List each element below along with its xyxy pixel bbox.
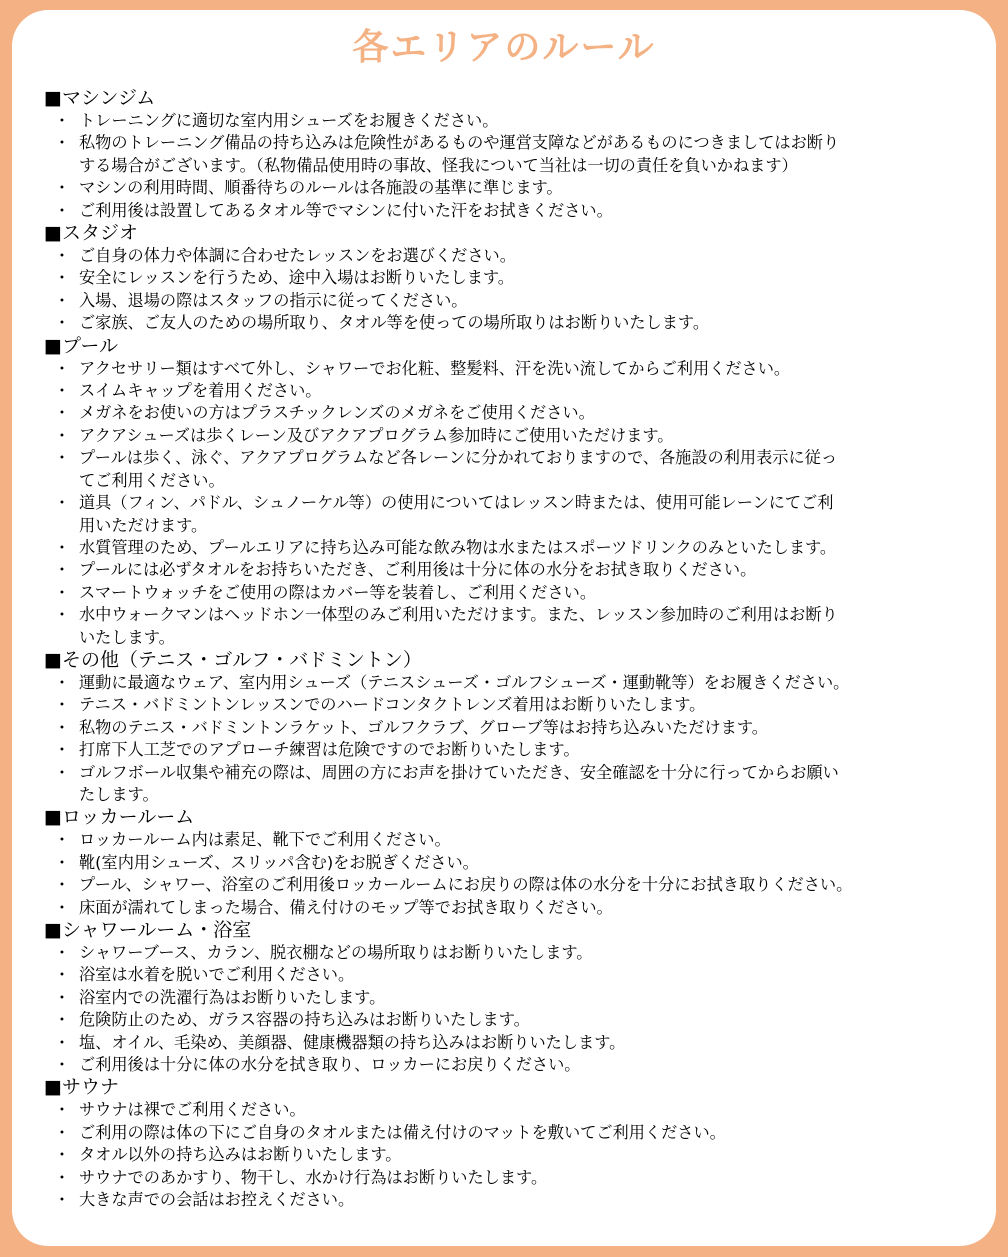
- rule-text: ご利用後は十分に体の水分を拭き取り、ロッカーにお戻りください。: [79, 1055, 581, 1075]
- rule-text: アクアシューズは歩くレーン及びアクアプログラム参加時にご使用いただけます。: [79, 425, 674, 445]
- rule-item: [44, 1144, 994, 1166]
- rule-text: する場合がございます。（私物備品使用時の事故、怪我について当社は一切の責任を負いかねます）: [79, 155, 798, 175]
- bullet-icon: ・: [53, 1145, 71, 1165]
- rule-item: [44, 559, 994, 581]
- bullet-icon: ・: [53, 740, 71, 760]
- rule-text: サウナでのあかすり、物干し、水かけ行為はお断りいたします。: [79, 1167, 548, 1187]
- bullet-icon: ・: [53, 200, 71, 220]
- rule-section: [44, 806, 994, 919]
- section-heading: ■プール: [44, 334, 119, 357]
- bullet-icon: ・: [53, 493, 71, 513]
- bullet-icon: ・: [53, 943, 71, 962]
- rule-text: 水質管理のため、プールエリアに持ち込み可能な飲み物は水またはスポーツドリンクのみといたします。: [79, 537, 837, 557]
- rule-item: [44, 1122, 994, 1144]
- rule-item: [44, 312, 994, 334]
- rule-text: 道具（フィン、パドル、シュノーケル等）の使用についてはレッスン時または、使用可能レーンにてご利: [79, 493, 834, 513]
- rule-text: サウナは裸でご利用ください。: [79, 1100, 306, 1120]
- bullet-icon: ・: [53, 448, 71, 468]
- rule-text: 水中ウォークマンはヘッドホン一体型のみご利用いただけます。また、レッスン参加時のご利用はお断り: [79, 605, 838, 625]
- rule-item: [44, 874, 994, 896]
- bullet-icon: ・: [53, 875, 71, 895]
- section-heading: ■マシンジム: [44, 87, 156, 109]
- rule-item: [44, 1099, 994, 1121]
- rule-item: [44, 1189, 994, 1211]
- rule-text: テニス・バドミントンレッスンでのハードコンタクトレンズ着用はお断りいたします。: [79, 695, 706, 715]
- rules-card: [12, 10, 996, 1246]
- rule-text: ご利用の際は体の下にご自身のタオルまたは備え付けのマットを敷いてご利用ください。: [79, 1122, 726, 1142]
- rule-text: ご利用後は設置してあるタオル等でマシンに付いた汗をお拭きください。: [79, 200, 613, 220]
- bullet-icon: ・: [53, 987, 71, 1007]
- rule-text: トレーニングに適切な室内用シューズをお履きください。: [79, 111, 499, 130]
- rule-item: [44, 492, 994, 537]
- rule-section: [44, 335, 994, 649]
- bullet-icon: ・: [53, 672, 71, 692]
- rule-item: [44, 942, 994, 964]
- section-heading: ■スタジオ: [44, 222, 138, 245]
- rule-item: [44, 852, 994, 874]
- section-heading: ■シャワールーム・浴室: [44, 919, 252, 941]
- bullet-icon: ・: [53, 111, 71, 130]
- bullet-icon: ・: [53, 358, 71, 378]
- page-title: 各エリアのルール: [352, 27, 656, 68]
- rule-item: [44, 582, 994, 604]
- rule-text: たします。: [79, 784, 159, 804]
- bullet-icon: ・: [53, 762, 71, 782]
- bullet-icon: ・: [53, 1032, 71, 1052]
- rule-item: [44, 1032, 994, 1054]
- bullet-icon: ・: [53, 1190, 71, 1210]
- rule-text: アクセサリー類はすべて外し、シャワーでお化粧、整髪料、汗を洗い流してからご利用ください。: [79, 358, 791, 378]
- rule-text: 打席下人工芝でのアプローチ練習は危険ですのでお断りいたします。: [79, 740, 580, 760]
- rule-item: [44, 358, 994, 380]
- bullet-icon: ・: [53, 582, 71, 602]
- rule-text: 浴室内での洗濯行為はお断りいたします。: [79, 987, 386, 1007]
- rule-item: [44, 762, 994, 807]
- rule-text: いたします。: [79, 627, 175, 647]
- rule-text: マシンの利用時間、順番待ちのルールは各施設の基準に準じます。: [79, 178, 563, 198]
- rule-text: 浴室は水着を脱いでご利用ください。: [79, 965, 355, 985]
- bullet-icon: ・: [53, 1122, 71, 1142]
- rule-item: [44, 1054, 994, 1076]
- rule-text: 用いただけます。: [79, 515, 208, 535]
- rule-text: 床面が濡れてしまった場合、備え付けのモップ等でお拭き取りください。: [79, 897, 613, 917]
- bullet-icon: ・: [53, 965, 71, 985]
- rule-item: [44, 694, 994, 716]
- rule-text: ゴルフボール収集や補充の際は、周囲の方にお声を掛けていただき、安全確認を十分に行ってからお願い: [79, 762, 839, 782]
- bullet-icon: ・: [53, 1010, 71, 1030]
- rule-section: [44, 1076, 994, 1211]
- rule-item: [44, 200, 994, 222]
- rule-item: [44, 964, 994, 986]
- bullet-icon: ・: [53, 403, 71, 423]
- bullet-icon: ・: [53, 852, 71, 872]
- bullet-icon: ・: [53, 897, 71, 917]
- rule-text: プール、シャワー、浴室のご利用後ロッカールームにお戻りの際は体の水分を十分にお拭き取りください。: [79, 875, 853, 895]
- rule-section: [44, 222, 994, 335]
- rule-text: 大きな声での会話はお控えください。: [79, 1190, 355, 1210]
- rule-section: [44, 87, 994, 222]
- rule-item: [44, 402, 994, 424]
- rule-text: スイムキャップを着用ください。: [79, 381, 322, 401]
- bullet-icon: ・: [53, 717, 71, 737]
- rule-item: [44, 447, 994, 492]
- rule-item: [44, 537, 994, 559]
- rule-item: [44, 604, 994, 649]
- section-heading: ■ロッカールーム: [44, 806, 195, 829]
- rule-text: 私物のテニス・バドミントンラケット、ゴルフクラブ、グローブ等はお持ち込みいただけます。: [79, 717, 768, 737]
- rule-item: [44, 177, 994, 199]
- bullet-icon: ・: [53, 133, 71, 153]
- rule-text: プールには必ずタオルをお持ちいただき、ご利用後は十分に体の水分をお拭き取りください。: [79, 560, 757, 580]
- rule-item: [44, 132, 994, 177]
- bullet-icon: ・: [53, 537, 71, 557]
- bullet-icon: ・: [53, 178, 71, 198]
- rule-item: [44, 1009, 994, 1031]
- rule-text: てご利用ください。: [79, 470, 225, 490]
- rule-text: 塩、オイル、毛染め、美顔器、健康機器類の持ち込みはお断りいたします。: [79, 1032, 626, 1052]
- rule-item: [44, 425, 994, 447]
- bullet-icon: ・: [53, 268, 71, 288]
- rule-text: 安全にレッスンを行うため、途中入場はお断りいたします。: [79, 268, 514, 288]
- bullet-icon: ・: [53, 313, 71, 333]
- rule-text: 運動に最適なウェア、室内用シューズ（テニスシューズ・ゴルフシューズ・運動靴等）をお履きください。: [79, 672, 850, 692]
- bullet-icon: ・: [53, 1167, 71, 1187]
- rule-item: [44, 290, 994, 312]
- rule-item: [44, 1167, 994, 1189]
- section-heading: ■その他（テニス・ゴルフ・バドミントン）: [44, 648, 422, 671]
- rule-section: [44, 649, 994, 806]
- bullet-icon: ・: [53, 560, 71, 580]
- rule-text: タオル以外の持ち込みはお断りいたします。: [79, 1145, 402, 1165]
- rule-text: ご自身の体力や体調に合わせたレッスンをお選びください。: [79, 246, 516, 266]
- rule-text: ロッカールーム内は素足、靴下でご利用ください。: [79, 830, 451, 850]
- rule-item: [44, 672, 994, 694]
- bullet-icon: ・: [53, 605, 71, 625]
- rule-item: [44, 245, 994, 267]
- bullet-icon: ・: [53, 290, 71, 310]
- rule-text: 入場、退場の際はスタッフの指示に従ってください。: [79, 290, 468, 310]
- bullet-icon: ・: [53, 425, 71, 445]
- rule-item: [44, 717, 994, 739]
- bullet-icon: ・: [53, 1055, 71, 1075]
- rule-text: シャワーブース、カラン、脱衣棚などの場所取りはお断りいたします。: [79, 943, 593, 962]
- rule-item: [44, 739, 994, 761]
- rule-text: 私物のトレーニング備品の持ち込みは危険性があるものや運営支障などがあるものにつきましてはお断り: [79, 133, 840, 153]
- rule-item: [44, 267, 994, 289]
- rule-text: ご家族、ご友人のための場所取り、タオル等を使っての場所取りはお断りいたします。: [79, 313, 710, 333]
- bullet-icon: ・: [53, 246, 71, 266]
- rule-text: 危険防止のため、ガラス容器の持ち込みはお断りいたします。: [79, 1010, 530, 1030]
- section-heading: ■サウナ: [44, 1076, 119, 1099]
- rule-text: スマートウォッチをご使用の際はカバー等を装着し、ご利用ください。: [79, 582, 597, 602]
- rules-content: [44, 87, 994, 1211]
- rule-item: [44, 829, 994, 851]
- bullet-icon: ・: [53, 830, 71, 850]
- bullet-icon: ・: [53, 381, 71, 401]
- rule-item: [44, 987, 994, 1009]
- bullet-icon: ・: [53, 695, 71, 715]
- bullet-icon: ・: [53, 1100, 71, 1120]
- rule-text: プールは歩く、泳ぐ、アクアプログラムなど各レーンに分かれておりますので、各施設の利用表示に従っ: [79, 448, 838, 468]
- rule-item: [44, 897, 994, 919]
- rule-section: [44, 919, 994, 1076]
- rule-text: メガネをお使いの方はプラスチックレンズのメガネをご使用ください。: [79, 403, 595, 423]
- rule-text: 靴(室内用シューズ、スリッパ含む)をお脱ぎください。: [79, 852, 479, 872]
- rule-item: [44, 380, 994, 402]
- rule-item: [44, 110, 994, 132]
